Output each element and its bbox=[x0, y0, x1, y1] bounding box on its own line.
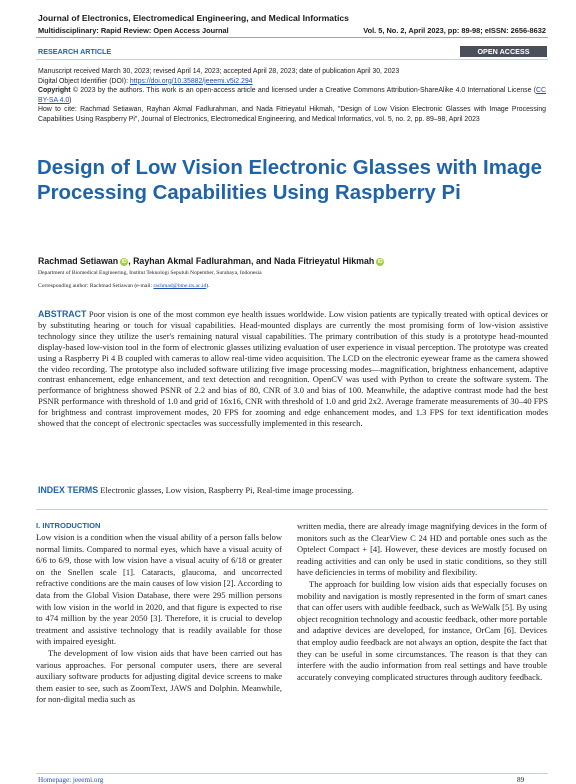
affiliation: Department of Biomedical Engineering, Institut Teknologi Sepuluh Nopember, Surabaya, Indonesia bbox=[38, 270, 262, 276]
copyright-line bbox=[38, 86, 546, 105]
author-list bbox=[38, 256, 548, 266]
author-others: , Rayhan Akmal Fadlurahman, and Nada Fitrieyatul Hikmah bbox=[128, 256, 375, 266]
body-column-right bbox=[297, 521, 547, 683]
journal-subtitle: Multidisciplinary: Rapid Review: Open Access Journal bbox=[38, 26, 229, 35]
body-paragraph: written media, there are already image magnifying devices in the form of monitors such as the ClearView C 24 HD and portable ones such as the Optelect Compact + [4]. However, these devices are mostly focused on reading activities and can only be used in static conditions, so they still have deficiencies in terms of mobility and flexibility. bbox=[297, 521, 547, 578]
body-divider bbox=[36, 509, 548, 510]
corresponding-label: Corresponding author: Rachmad Setiawan (e-mail: bbox=[38, 283, 154, 289]
received-dates: Manuscript received March 30, 2023; revised April 14, 2023; accepted April 28, 2023; date of publication April 30, 2023 bbox=[38, 68, 400, 75]
body-paragraph: The development of low vision aids that have been carried out has various approaches. For personal computer users, there are several auxiliary software products for adjusting digital device screens to make them easier to see, such as ZoomText, JAWS and Dolphin. Meanwhile, for non-digital media such as bbox=[36, 647, 282, 705]
body-paragraph: Low vision is a condition when the visual ability of a person falls below normal limits. Compared to normal eyes, which have a visual acuity of 6/6 to 6/9, those with low vision have a visual acuity of 6/18 or greater on the Snellen scale [1]. Cataracts, glaucoma, and uncorrected refractive conditions are the main causes of low vision [2]. According to data from the Global Vision Database, there were 295 million persons with low vision in the world in 2020, and that figure is expected to rise to 474 million by the year 2050 [3]. Therefore, it is crucial to develop treatment and assistive technology that is readily available for those with impaired eyesight. bbox=[36, 532, 282, 647]
index-terms-label: INDEX TERMS bbox=[38, 485, 99, 495]
abstract bbox=[38, 309, 548, 429]
copyright-text: © 2023 by the authors. This work is an open-access article and licensed under a Creative Commons Attribution-ShareAlike 4.0 International License ( bbox=[70, 87, 537, 95]
journal-name: Journal of Electronics, Electromedical Engineering, and Medical Informatics bbox=[38, 13, 349, 23]
index-terms bbox=[38, 485, 548, 495]
paper-title: Design of Low Vision Electronic Glasses with Image Processing Capabilities Using Raspberry Pi bbox=[37, 157, 542, 204]
corresponding-email-link[interactable]: rachmad@bme.its.ac.id bbox=[153, 283, 207, 289]
author-first: Rachmad Setiawan bbox=[38, 256, 119, 266]
header-divider bbox=[36, 37, 548, 38]
abstract-label: ABSTRACT bbox=[38, 309, 87, 319]
journal-subheader bbox=[38, 26, 546, 35]
meta-divider bbox=[36, 59, 548, 60]
abstract-text: Poor vision is one of the most common eye health issues worldwide. Low vision patients are typically treated with optical devices or by substituting hearing or touch for visual capabilities. Head-mounted displays are currently the most promising form of low-vision assistive technology since they utilize the user's remaining natural visual capabilities. The primary contribution of this study is a prototype head-mounted display-based low-vision tool in the form of electronic glasses utilizing evaluation of user experience in visual perception. The prototype was created using a Raspberry Pi 4 B coupled with cameras to allow real-time video acquisition. The LCD on the electronic eyewear frame as the camera showed the video recording. The prototype also included software utilizing five image processing modes—magnification, brightness enhancement, adaptive contrast enhancement, edge enhancement, and text detection and recognition. OpenCV was used with Python to create the software system. The performance of brightness showed PSNR of 2.2 and bias of 80, CNR of 3.0 and bias of 100. Meanwhile, the adaptive contrast mode had the best PSNR performance with threshold of 1.0 and grid of 16x16, CNR with threshold of 1.0 and grid 2x2. Average framerate measurements of 30–40 FPS for brightness and contrast improvement modes, 20 FPS for zooming and edge enhancement modes, and 1.3 FPS for text identification modes showed that the concept of electronic spectacles was successfully implemented in this research. bbox=[38, 309, 548, 429]
doi-link[interactable]: https://doi.org/10.35882/jeeemi.v5i2.294 bbox=[129, 77, 253, 85]
copyright-close: ) bbox=[69, 96, 72, 104]
index-terms-text: Electronic glasses, Low vision, Raspberry Pi, Real-time image processing. bbox=[98, 485, 354, 495]
orcid-icon[interactable]: iD bbox=[121, 258, 127, 265]
body-column-left bbox=[36, 521, 282, 706]
corresponding-author bbox=[38, 283, 548, 289]
corresponding-close: ). bbox=[206, 283, 210, 289]
footer-divider bbox=[36, 773, 548, 774]
body-paragraph: The approach for building low vision aids that especially focuses on mobility and navigation is mostly represented in the form of smart canes that can offer users with audible feedback, such as WeWalk [5]. By using object recognition technology and acoustic feedback, other more portable and adaptive devices are developed, for instance, OrCam [6]. Devices that employ audio feedback are not always an option, despite the fact that they can be useful in some circumstances. The reason is that they can interfere with the audio information from real settings and have trouble accurately conveying complicated structures through auditory feedback. bbox=[297, 578, 547, 682]
doi-line bbox=[38, 77, 546, 87]
section-heading: I. INTRODUCTION bbox=[36, 521, 101, 530]
open-access-badge: OPEN ACCESS bbox=[460, 46, 547, 57]
article-metadata bbox=[38, 67, 546, 125]
article-type-label: RESEARCH ARTICLE bbox=[38, 47, 112, 56]
doi-label: Digital Object Identifier (DOI): bbox=[38, 77, 128, 85]
orcid-icon[interactable]: iD bbox=[377, 258, 383, 265]
how-to-cite: How to cite: Rachmad Setiawan, Rayhan Akmal Fadlurahman, and Nada Fitrieyatul Hikmah, "Design of Low Vision Electronic Glasses with Image Processing Capabilities Using Raspberry Pi", Journal of Electronics, Electromedical Engineering, and Medical Informatics, vol. 5, no. 2, pp. 89–98, April 2023 bbox=[38, 106, 546, 123]
license-link[interactable]: CC BY-SA 4.0 bbox=[38, 87, 546, 104]
volume-info: Vol. 5, No. 2, April 2023, pp: 89-98; eISSN: 2656-8632 bbox=[363, 26, 546, 35]
homepage-link[interactable]: Homepage: jeeemi.org bbox=[38, 776, 104, 784]
page-number: 89 bbox=[517, 776, 525, 784]
copyright-label: Copyright bbox=[38, 87, 71, 95]
